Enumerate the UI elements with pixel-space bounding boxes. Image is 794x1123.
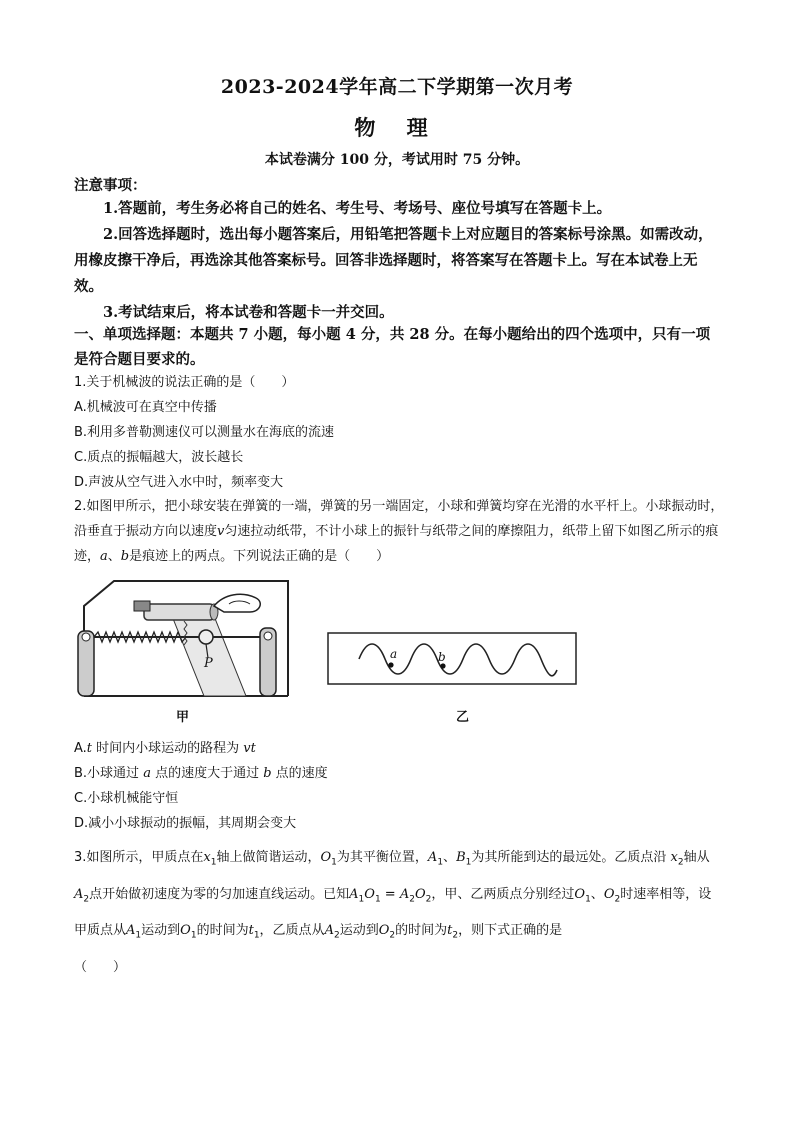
question-1-option-b: B.利用多普勒测速仪可以测量水在海底的流速 xyxy=(74,425,335,440)
question-2-option-b: B.小球通过 a 点的速度大于通过 b 点的速度 xyxy=(74,766,328,781)
subject-title: 物 理 xyxy=(354,115,440,140)
figure-point-a: a xyxy=(390,647,398,661)
question-1 xyxy=(74,370,724,495)
figure-left-apparatus xyxy=(74,576,306,700)
exam-info: 本试卷满分 100 分，考试用时 75 分钟。 xyxy=(264,152,530,168)
notice-item-3: 3.考试结束后，将本试卷和答题卡一并交回。 xyxy=(103,304,394,321)
question-2-option-d: D.减小小球振动的振幅，其周期会变大 xyxy=(74,816,297,831)
figure-point-p: P xyxy=(204,656,213,671)
question-2-options xyxy=(74,736,724,836)
question-1-stem: 1.关于机械波的说法正确的是（ ） xyxy=(74,375,295,390)
notice-item-2: 2.回答选择题时，选出每小题答案后，用铅笔把答题卡上对应题目的答案标号涂黑。如需改动，用橡皮擦干净后，再选涂其他答案标号。回答非选择题时，将答案写在答题卡上。写在本试卷上无效。 xyxy=(74,226,713,295)
notice-heading: 注意事项： xyxy=(74,177,147,194)
question-1-option-a: A.机械波可在真空中传播 xyxy=(74,400,217,415)
question-2-option-c: C.小球机械能守恒 xyxy=(74,791,179,806)
exam-title: 2023-2024学年高二下学期第一次月考 xyxy=(220,76,574,98)
question-1-option-d: D.声波从空气进入水中时，频率变大 xyxy=(74,475,284,490)
figure-right-label: 乙 xyxy=(456,710,470,725)
question-2-option-a: A.t 时间内小球运动的路程为 vt xyxy=(74,741,256,756)
notice-item-1: 1.答题前，考生务必将自己的姓名、考生号、考场号、座位号填写在答题卡上。 xyxy=(103,200,612,217)
figure-left-label: 甲 xyxy=(176,710,190,725)
question-3: 3.如图所示，甲质点在$x_1$轴上做简谐运动，$O_1$为其平衡位置，$A_1$、$B_1$为其所能到达的最远处。乙质点沿 $x_2$轴从$A_2$点开始做初速度为零的匀加速直线运动。已知$A_1O_1 = A_2O_2$，甲、乙两质点分别经过$O_1$、$O_2$时速率相等，设甲质点从$A_1$运动到$O_1$的时间为$t_1$，乙质点从$A_2$运动到$O_2$的时间为$t_2$，则下式正确的是 （ ） xyxy=(74,850,712,975)
notice-list xyxy=(74,196,724,326)
figure-point-b: b xyxy=(438,650,446,664)
question-2-stem: 2.如图甲所示，把小球安装在弹簧的一端，弹簧的另一端固定，小球和弹簧均穿在光滑的水平杆上。小球振动时，沿垂直于振动方向以速度v匀速拉动纸带，不计小球上的振针与纸带之间的摩擦阻力，纸带上留下如图乙所示的痕迹，a、b是痕迹上的两点。下列说法正确的是（ ） xyxy=(74,499,724,564)
question-1-option-c: C.质点的振幅越大，波长越长 xyxy=(74,450,244,465)
section-heading: 一、单项选择题：本题共 7 小题，每小题 4 分，共 28 分。在每小题给出的四个选项中，只有一项是符合题目要求的。 xyxy=(74,326,711,368)
figure-right-tape xyxy=(327,632,577,686)
